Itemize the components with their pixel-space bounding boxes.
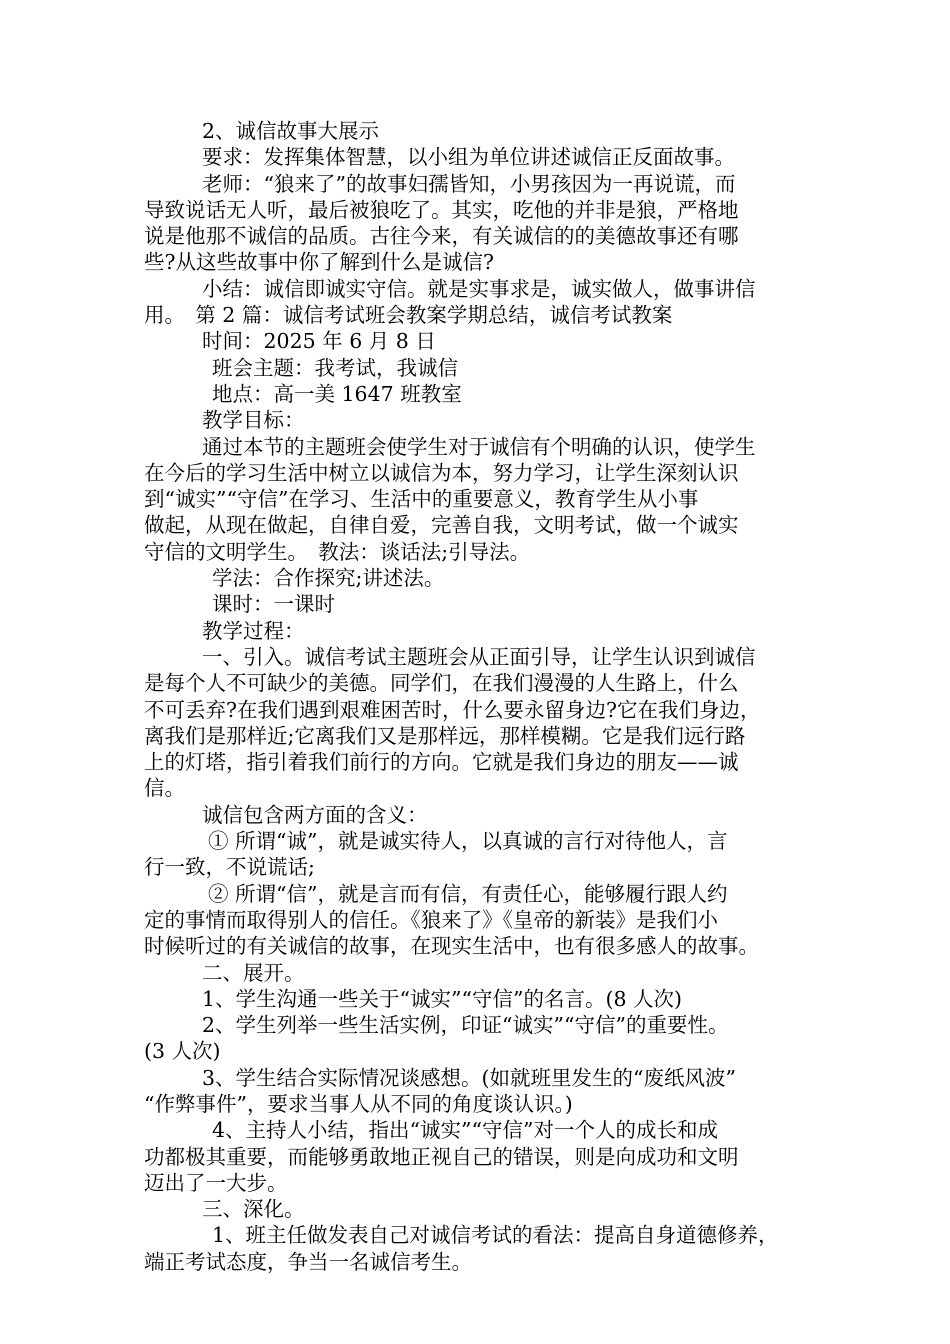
paragraph-line: 定的事情而取得别人的信任。《狼来了》《皇帝的新装》是我们小: [144, 907, 718, 932]
paragraph-line: 通过本节的主题班会使学生对于诚信有个明确的认识，使学生: [202, 434, 756, 459]
paragraph-line: 不可丢弃?在我们遇到艰难困苦时，什么要永留身边?它在我们身边，: [144, 697, 761, 722]
paragraph-line: 老师：“狼来了”的故事妇孺皆知，小男孩因为一再说谎，而: [202, 171, 736, 196]
paragraph-line: 用。 第 2 篇：诚信考试班会教案学期总结，诚信考试教案: [144, 303, 673, 328]
paragraph-line: 迈出了一大步。: [144, 1170, 288, 1195]
list-item: ② 所谓“信”，就是言而有信，有责任心，能够履行跟人约: [208, 881, 728, 906]
paragraph-line: 时候听过的有关诚信的故事，在现实生活中，也有很多感人的故事。: [144, 934, 759, 959]
paragraph-line: 导致说话无人听，最后被狼吃了。其实，吃他的并非是狼，严格地: [144, 197, 739, 222]
list-item: 4、主持人小结，指出“诚实”“守信”对一个人的成长和成: [212, 1118, 718, 1143]
paragraph-line: 说是他那不诚信的品质。古往今来，有关诚信的的美德故事还有哪: [144, 224, 739, 249]
paragraph-line: 诚信包含两方面的含义：: [202, 802, 428, 827]
paragraph-line: 守信的文明学生。 教法：谈话法;引导法。: [144, 539, 531, 564]
paragraph-line: 端正考试态度，争当一名诚信考生。: [144, 1249, 472, 1274]
meta-line: 学法：合作探究;讲述法。: [212, 566, 445, 591]
list-item: 1、学生沟通一些关于“诚实”“守信”的名言。(8 人次): [202, 986, 683, 1011]
paragraph-line: 行一致，不说谎话;: [144, 855, 315, 880]
paragraph-line: (3 人次): [144, 1039, 221, 1064]
section-heading: 2、诚信故事大展示: [202, 119, 380, 143]
paragraph-line: 做起，从现在做起，自律自爱，完善自我，文明考试，做一个诚实: [144, 513, 739, 538]
paragraph-line: 一、引入。诚信考试主题班会从正面引导，让学生认识到诚信: [202, 644, 756, 669]
list-item: 1、班主任做发表自己对诚信考试的看法：提高自身道德修养，: [212, 1223, 779, 1248]
paragraph-line: 在今后的学习生活中树立以诚信为本，努力学习，让学生深刻认识: [144, 460, 739, 485]
paragraph-line: “作弊事件”，要求当事人从不同的角度谈认识。): [144, 1091, 573, 1116]
meta-line: 地点：高一美 1647 班教室: [212, 381, 462, 406]
meta-line: 班会主题：我考试，我诚信: [212, 355, 458, 380]
paragraph-line: 是每个人不可缺少的美德。同学们，在我们漫漫的人生路上，什么: [144, 671, 739, 696]
paragraph-line: 功都极其重要，而能够勇敢地正视自己的错误，则是向成功和文明: [144, 1144, 739, 1169]
meta-line: 课时：一课时: [212, 592, 335, 617]
meta-line: 时间：2025 年 6 月 8 日: [202, 329, 436, 354]
section-heading: 三、深化。: [202, 1197, 305, 1222]
section-heading: 二、展开。: [202, 960, 305, 985]
paragraph-line: 要求：发挥集体智慧，以小组为单位讲述诚信正反面故事。: [202, 145, 735, 170]
paragraph-line: 离我们是那样近;它离我们又是那样远，那样模糊。它是我们远行路: [144, 723, 746, 748]
section-heading: 教学过程：: [202, 618, 305, 643]
paragraph-line: 到“诚实”“守信”在学习、生活中的重要意义，教育学生从小事: [144, 487, 699, 512]
paragraph-line: 信。: [144, 776, 185, 801]
list-item: 2、学生列举一些生活实例，印证“诚实”“守信”的重要性。: [202, 1013, 729, 1038]
section-heading: 教学目标：: [202, 408, 305, 433]
list-item: ① 所谓“诚”，就是诚实待人，以真诚的言行对待他人，言: [208, 829, 728, 854]
list-item: 3、学生结合实际情况谈感想。(如就班里发生的“废纸风波”: [202, 1065, 736, 1090]
document-body: [144, 118, 830, 1275]
paragraph-line: 上的灯塔，指引着我们前行的方向。它就是我们身边的朋友——诚: [144, 750, 739, 775]
paragraph-line: 小结：诚信即诚实守信。就是实事求是，诚实做人，做事讲信: [202, 276, 756, 301]
paragraph-line: 些?从这些故事中你了解到什么是诚信?: [144, 250, 494, 275]
